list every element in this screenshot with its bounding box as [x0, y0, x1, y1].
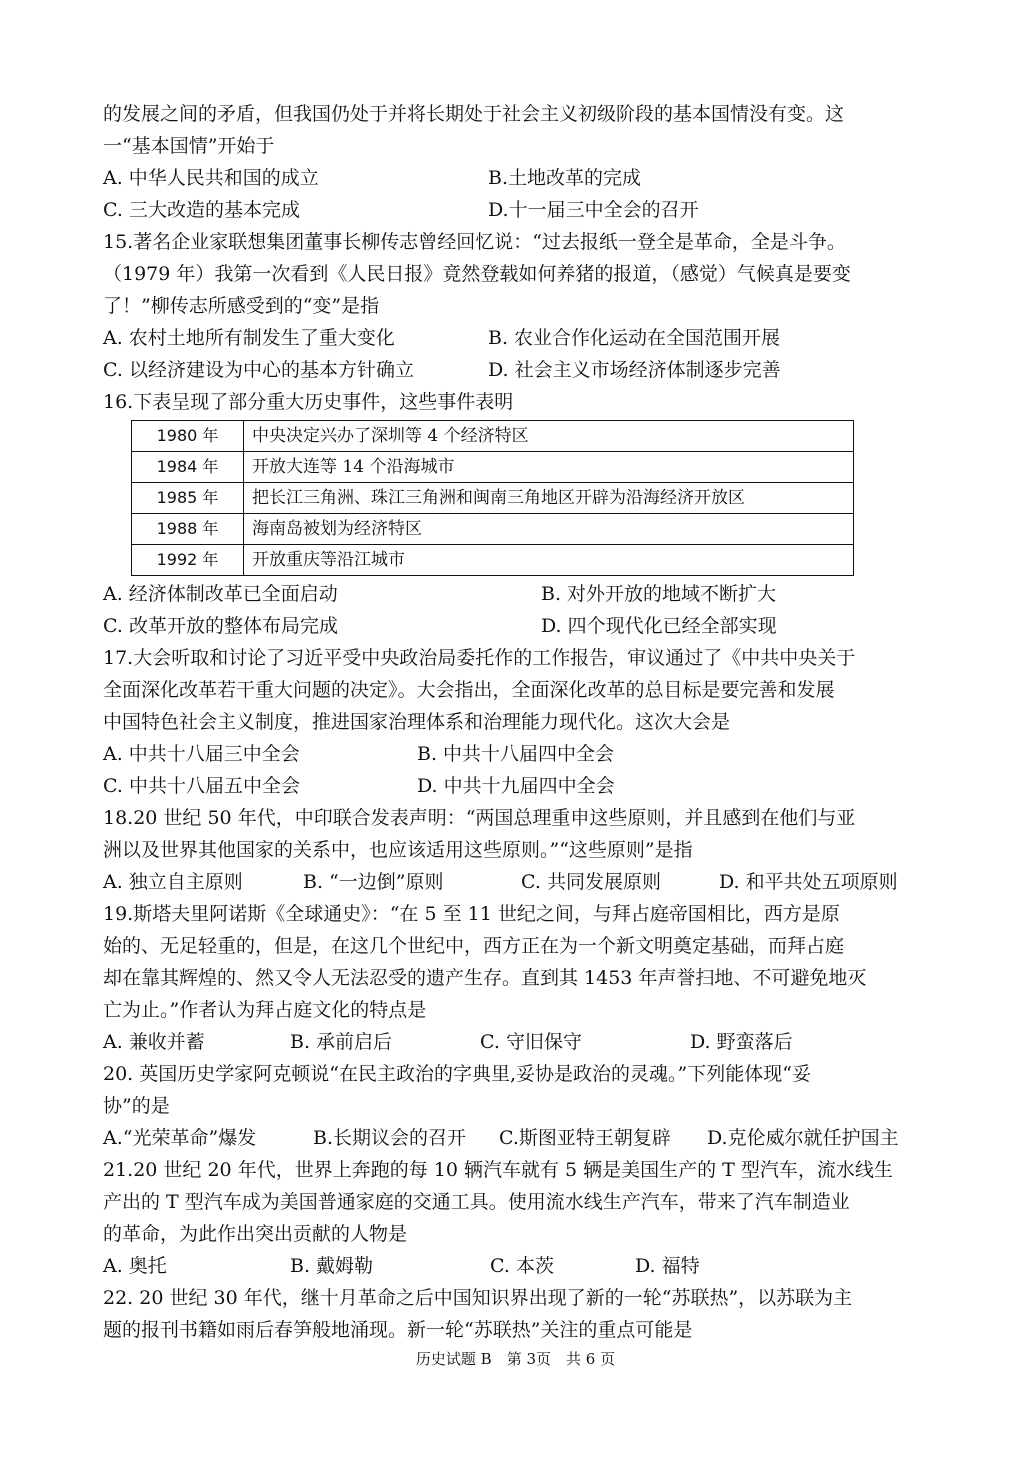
q18-option-a[interactable]: A. 独立自主原则	[103, 871, 243, 893]
q17-stem-line: 全面深化改革若干重大问题的决定》。大会指出，全面深化改革的总目标是要完善和发展	[103, 679, 835, 701]
q16-options-row	[103, 610, 935, 642]
q21-option-b[interactable]: B. 戴姆勒	[290, 1255, 374, 1277]
q19-option-d[interactable]: D. 野蛮落后	[690, 1031, 793, 1053]
q19-option-c[interactable]: C. 守旧保守	[480, 1031, 582, 1053]
q20-option-c[interactable]: C.斯图亚特王朝复辟	[499, 1127, 671, 1149]
q15-options-row	[103, 322, 935, 354]
q21-stem-line: 产出的 T 型汽车成为美国普通家庭的交通工具。使用流水线生产汽车，带来了汽车制造业	[103, 1191, 850, 1213]
q15-option-d[interactable]: D. 社会主义市场经济体制逐步完善	[488, 359, 781, 381]
table-row	[132, 514, 854, 545]
q15-options-row	[103, 354, 935, 386]
q15-stem-line: 了！”柳传志所感受到的“变”是指	[103, 295, 380, 317]
q18-stem-line: 18.20 世纪 50 年代，中印联合发表声明：“两国总理重申这些原则，并且感到在他们与亚	[103, 807, 856, 829]
q16-options-row	[103, 578, 935, 610]
q15-stem-line: 15.著名企业家联想集团董事长柳传志曾经回忆说：“过去报纸一登全是革命，全是斗争。	[103, 231, 846, 253]
exam-page	[103, 98, 935, 1346]
table-cell-event: 海南岛被划为经济特区	[244, 514, 854, 545]
table-row	[132, 452, 854, 483]
question-text-line: 一“基本国情”开始于	[103, 135, 275, 157]
q20-option-d[interactable]: D.克伦威尔就任护国主	[707, 1127, 899, 1149]
q17-option-a[interactable]: A. 中共十八届三中全会	[103, 743, 300, 765]
q19-option-a[interactable]: A. 兼收并蓄	[103, 1031, 205, 1053]
q19-option-b[interactable]: B. 承前启后	[290, 1031, 393, 1053]
q20-stem-line: 协”的是	[103, 1095, 170, 1117]
q15-stem-line: （1979 年）我第一次看到《人民日报》竟然登载如何养猪的报道，（感觉）气候真是要变	[103, 263, 851, 285]
q17-options-row	[103, 738, 935, 770]
table-cell-year: 1980 年	[132, 421, 244, 452]
q18-option-d[interactable]: D. 和平共处五项原则	[719, 871, 898, 893]
q19-stem-line: 始的、无足轻重的，但是，在这几个世纪中，西方正在为一个新文明奠定基础，而拜占庭	[103, 935, 845, 957]
q21-option-c[interactable]: C. 本茨	[490, 1255, 554, 1277]
q19-stem-line: 19.斯塔夫里阿诺斯《全球通史》：“在 5 至 11 世纪之间，与拜占庭帝国相比，西方是原	[103, 903, 840, 925]
q18-option-b[interactable]: B. “一边倒”原则	[303, 871, 444, 893]
events-table	[131, 420, 854, 576]
table-cell-event: 把长江三角洲、珠江三角洲和闽南三角地区开辟为沿海经济开放区	[244, 483, 854, 514]
q21-stem-line: 的革命，为此作出突出贡献的人物是	[103, 1223, 408, 1245]
q14-option-d[interactable]: D.十一届三中全会的召开	[488, 199, 699, 221]
q15-option-a[interactable]: A. 农村土地所有制发生了重大变化	[103, 327, 395, 349]
q22-stem-line: 22. 20 世纪 30 年代，继十月革命之后中国知识界出现了新的一轮“苏联热”，以苏联为主	[103, 1287, 853, 1309]
q14-options-row	[103, 194, 935, 226]
q21-options-row	[103, 1250, 935, 1282]
q17-stem-line: 17.大会听取和讨论了习近平受中央政治局委托作的工作报告，审议通过了《中共中央关于	[103, 647, 856, 669]
q21-option-d[interactable]: D. 福特	[635, 1255, 700, 1277]
table-row	[132, 421, 854, 452]
q18-option-c[interactable]: C. 共同发展原则	[521, 871, 661, 893]
q16-stem-line: 16.下表呈现了部分重大历史事件，这些事件表明	[103, 391, 514, 413]
table-cell-year: 1985 年	[132, 483, 244, 514]
q20-stem-line: 20. 英国历史学家阿克顿说“在民主政治的字典里,妥协是政治的灵魂。”下列能体现“妥	[103, 1063, 811, 1085]
q22-stem-line: 题的报刊书籍如雨后春笋般地涌现。新一轮“苏联热”关注的重点可能是	[103, 1319, 693, 1341]
q18-options-row	[103, 866, 935, 898]
q14-option-c[interactable]: C. 三大改造的基本完成	[103, 199, 300, 221]
q14-options-row	[103, 162, 935, 194]
q14-option-a[interactable]: A. 中华人民共和国的成立	[103, 167, 319, 189]
table-cell-year: 1988 年	[132, 514, 244, 545]
q15-option-c[interactable]: C. 以经济建设为中心的基本方针确立	[103, 359, 414, 381]
q17-stem-line: 中国特色社会主义制度，推进国家治理体系和治理能力现代化。这次大会是	[103, 711, 731, 733]
q20-option-a[interactable]: A.“光荣革命”爆发	[103, 1127, 257, 1149]
question-text-line: 的发展之间的矛盾，但我国仍处于并将长期处于社会主义初级阶段的基本国情没有变。这	[103, 103, 845, 125]
table-row	[132, 483, 854, 514]
q19-stem-line: 亡为止。”作者认为拜占庭文化的特点是	[103, 999, 427, 1021]
q16-option-c[interactable]: C. 改革开放的整体布局完成	[103, 615, 338, 637]
table-row	[132, 545, 854, 576]
q16-option-d[interactable]: D. 四个现代化已经全部实现	[541, 615, 777, 637]
page-footer: 历史试题 B 第 3页 共 6 页	[415, 1350, 616, 1368]
q19-stem-line: 却在靠其辉煌的、然又令人无法忍受的遗产生存。直到其 1453 年声誉扫地、不可避免地灭	[103, 967, 867, 989]
table-cell-event: 开放重庆等沿江城市	[244, 545, 854, 576]
q15-option-b[interactable]: B. 农业合作化运动在全国范围开展	[488, 327, 781, 349]
q17-options-row	[103, 770, 935, 802]
q14-option-b[interactable]: B.土地改革的完成	[488, 167, 642, 189]
q16-option-b[interactable]: B. 对外开放的地域不断扩大	[541, 583, 777, 605]
q19-options-row	[103, 1026, 935, 1058]
q17-option-d[interactable]: D. 中共十九届四中全会	[417, 775, 615, 797]
q20-option-b[interactable]: B.长期议会的召开	[313, 1127, 467, 1149]
q21-option-a[interactable]: A. 奥托	[103, 1255, 167, 1277]
q20-options-row	[103, 1122, 935, 1154]
table-cell-year: 1984 年	[132, 452, 244, 483]
q17-option-b[interactable]: B. 中共十八届四中全会	[417, 743, 615, 765]
q21-stem-line: 21.20 世纪 20 年代，世界上奔跑的每 10 辆汽车就有 5 辆是美国生产的 T 型汽车，流水线生	[103, 1159, 893, 1181]
table-cell-event: 开放大连等 14 个沿海城市	[244, 452, 854, 483]
table-cell-year: 1992 年	[132, 545, 244, 576]
q17-option-c[interactable]: C. 中共十八届五中全会	[103, 775, 300, 797]
table-cell-event: 中央决定兴办了深圳等 4 个经济特区	[244, 421, 854, 452]
q16-option-a[interactable]: A. 经济体制改革已全面启动	[103, 583, 338, 605]
q18-stem-line: 洲以及世界其他国家的关系中，也应该适用这些原则。”“这些原则”是指	[103, 839, 693, 861]
